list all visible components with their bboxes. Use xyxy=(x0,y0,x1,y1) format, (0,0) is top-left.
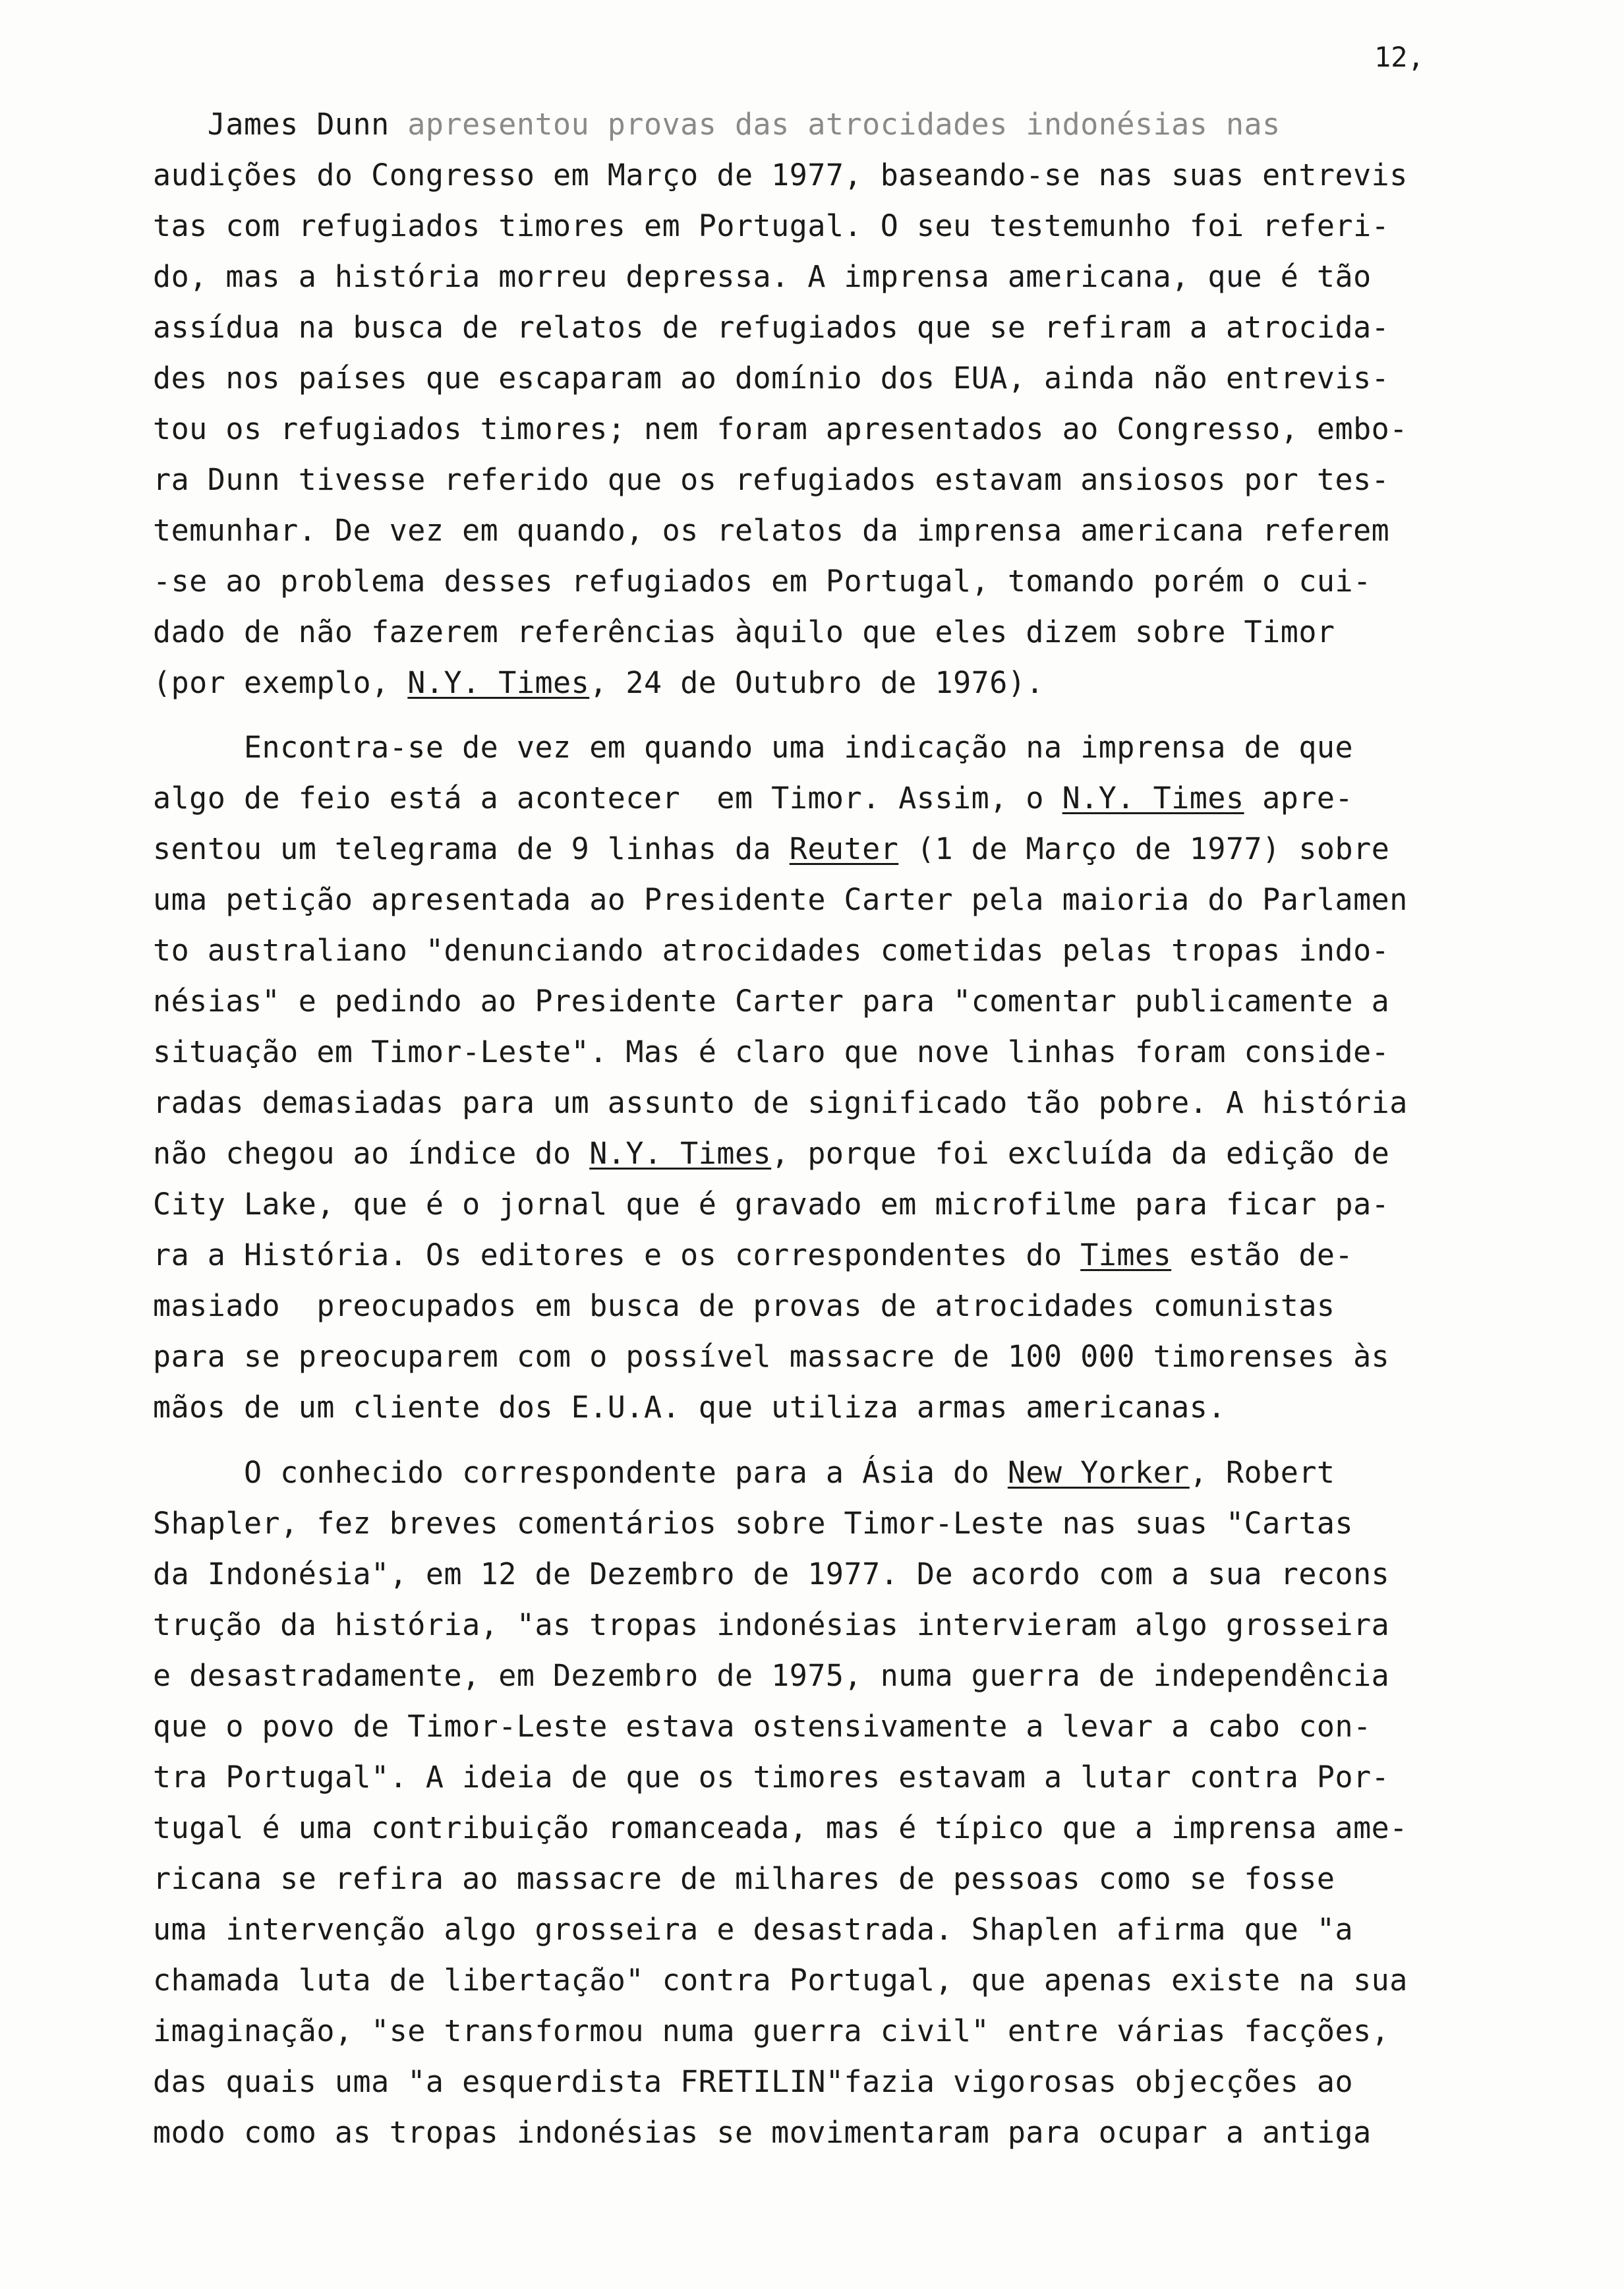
underlined-title: N.Y. Times xyxy=(407,665,590,700)
text-segment: apre- xyxy=(1244,781,1354,816)
text-line xyxy=(153,556,1570,607)
text-segment: tra Portugal". A ideia de que os timores estavam a lutar contra Por- xyxy=(153,1760,1390,1795)
text-line xyxy=(153,1853,1570,1904)
text-segment: chamada luta de libertação" contra Portugal, que apenas existe na sua xyxy=(153,1963,1408,1998)
text-line xyxy=(153,2006,1570,2056)
text-line xyxy=(153,150,1570,200)
text-segment: modo como as tropas indonésias se movimentaram para ocupar a antiga xyxy=(153,2115,1372,2150)
text-segment: City Lake, que é o jornal que é gravado em microfilme para ficar pa- xyxy=(153,1187,1390,1222)
text-segment: da Indonésia", em 12 de Dezembro de 1977. De acordo com a sua recons xyxy=(153,1557,1390,1591)
text-line xyxy=(153,874,1570,925)
text-segment: para se preocuparem com o possível massacre de 100 000 timorenses às xyxy=(153,1339,1390,1374)
underlined-title: New Yorker xyxy=(1007,1455,1190,1490)
text-line xyxy=(153,1650,1570,1701)
text-line xyxy=(153,976,1570,1026)
text-segment: trução da história, "as tropas indonésias intervieram algo grosseira xyxy=(153,1607,1390,1642)
text-line xyxy=(153,200,1570,251)
underlined-title: Reuter xyxy=(789,831,899,866)
text-line xyxy=(153,454,1570,505)
text-segment: Shapler, fez breves comentários sobre Timor-Leste nas suas "Cartas xyxy=(153,1506,1354,1541)
text-segment: , Robert xyxy=(1189,1455,1335,1490)
text-segment: (por exemplo, xyxy=(153,665,408,700)
text-segment: , porque foi excluída da edição de xyxy=(771,1136,1390,1171)
text-line xyxy=(153,1752,1570,1802)
text-segment: algo de feio está a acontecer em Timor. Assim, o xyxy=(153,781,1062,816)
text-line xyxy=(153,99,1570,150)
text-line xyxy=(153,1498,1570,1549)
text-segment: assídua na busca de relatos de refugiados que se refiram a atrocida- xyxy=(153,310,1390,345)
text-line xyxy=(153,1280,1570,1331)
text-line xyxy=(153,823,1570,874)
text-line xyxy=(153,925,1570,976)
text-segment: James Dunn xyxy=(153,107,408,142)
text-line xyxy=(153,1128,1570,1179)
underlined-title: N.Y. Times xyxy=(1062,781,1244,816)
text-segment: dado de não fazerem referências àquilo que eles dizem sobre Timor xyxy=(153,614,1335,649)
text-segment: to australiano "denunciando atrocidades cometidas pelas tropas indo- xyxy=(153,933,1390,968)
text-line xyxy=(153,403,1570,454)
paragraph-2 xyxy=(153,722,1570,1433)
text-segment: , 24 de Outubro de 1976). xyxy=(589,665,1045,700)
text-line xyxy=(153,1331,1570,1382)
text-line xyxy=(153,1549,1570,1599)
text-line xyxy=(153,607,1570,657)
text-segment: ra Dunn tivesse referido que os refugiados estavam ansiosos por tes- xyxy=(153,462,1390,497)
text-line xyxy=(153,1599,1570,1650)
text-line xyxy=(153,773,1570,823)
text-line xyxy=(153,2056,1570,2107)
text-segment: -se ao problema desses refugiados em Portugal, tomando porém o cui- xyxy=(153,564,1372,599)
page-number: 12, xyxy=(1374,41,1424,73)
text-line xyxy=(153,1447,1570,1498)
text-line xyxy=(153,2107,1570,2158)
text-segment: sentou um telegrama de 9 linhas da xyxy=(153,831,790,866)
text-line xyxy=(153,1026,1570,1077)
text-segment: não chegou ao índice do xyxy=(153,1136,590,1171)
text-segment: do, mas a história morreu depressa. A imprensa americana, que é tão xyxy=(153,259,1372,294)
underlined-title: Times xyxy=(1080,1237,1172,1272)
text-line xyxy=(153,353,1570,403)
text-line xyxy=(153,251,1570,302)
text-segment: ra a História. Os editores e os correspondentes do xyxy=(153,1237,1081,1272)
text-segment: apresentou provas das atrocidades indonésias nas xyxy=(407,107,1281,142)
text-segment: radas demasiadas para um assunto de significado tão pobre. A história xyxy=(153,1085,1408,1120)
text-line xyxy=(153,1802,1570,1853)
text-line xyxy=(153,1955,1570,2006)
paragraph-1 xyxy=(153,99,1570,708)
text-line xyxy=(153,1382,1570,1433)
text-line xyxy=(153,1077,1570,1128)
text-segment: que o povo de Timor-Leste estava ostensivamente a levar a cabo con- xyxy=(153,1709,1372,1744)
text-segment: O conhecido correspondente para a Ásia do xyxy=(153,1455,1008,1490)
text-line xyxy=(153,505,1570,556)
text-segment: mãos de um cliente dos E.U.A. que utiliza armas americanas. xyxy=(153,1390,1226,1425)
text-line xyxy=(153,1179,1570,1230)
text-segment: uma intervenção algo grosseira e desastrada. Shaplen afirma que "a xyxy=(153,1912,1354,1947)
underlined-title: N.Y. Times xyxy=(589,1136,772,1171)
text-segment: e desastradamente, em Dezembro de 1975, numa guerra de independência xyxy=(153,1658,1390,1693)
text-segment: imaginação, "se transformou numa guerra civil" entre várias facções, xyxy=(153,2013,1390,2048)
text-segment: ricana se refira ao massacre de milhares de pessoas como se fosse xyxy=(153,1861,1335,1896)
text-line xyxy=(153,657,1570,708)
text-segment: (1 de Março de 1977) sobre xyxy=(898,831,1390,866)
text-segment: tas com refugiados timores em Portugal. O seu testemunho foi referi- xyxy=(153,208,1390,243)
text-segment: situação em Timor-Leste". Mas é claro que nove linhas foram conside- xyxy=(153,1034,1390,1069)
text-line xyxy=(153,722,1570,773)
text-line xyxy=(153,1701,1570,1752)
text-line xyxy=(153,302,1570,353)
text-segment: des nos países que escaparam ao domínio dos EUA, ainda não entrevis- xyxy=(153,361,1390,396)
text-line xyxy=(153,1230,1570,1280)
text-segment: Encontra-se de vez em quando uma indicação na imprensa de que xyxy=(153,730,1354,765)
text-line xyxy=(153,1904,1570,1955)
text-segment: uma petição apresentada ao Presidente Carter pela maioria do Parlamen xyxy=(153,882,1408,917)
text-segment: tou os refugiados timores; nem foram apresentados ao Congresso, embo- xyxy=(153,411,1408,446)
text-segment: tugal é uma contribuição romanceada, mas é típico que a imprensa ame- xyxy=(153,1810,1408,1845)
text-segment: estão de- xyxy=(1171,1237,1354,1272)
text-segment: masiado preocupados em busca de provas de atrocidades comunistas xyxy=(153,1288,1335,1323)
text-segment: das quais uma "a esquerdista FRETILIN"fazia vigorosas objecções ao xyxy=(153,2064,1354,2099)
text-segment: audições do Congresso em Março de 1977, baseando-se nas suas entrevis xyxy=(153,158,1408,193)
text-segment: temunhar. De vez em quando, os relatos da imprensa americana referem xyxy=(153,513,1390,548)
paragraph-3 xyxy=(153,1447,1570,2158)
text-segment: nésias" e pedindo ao Presidente Carter para "comentar publicamente a xyxy=(153,984,1390,1019)
